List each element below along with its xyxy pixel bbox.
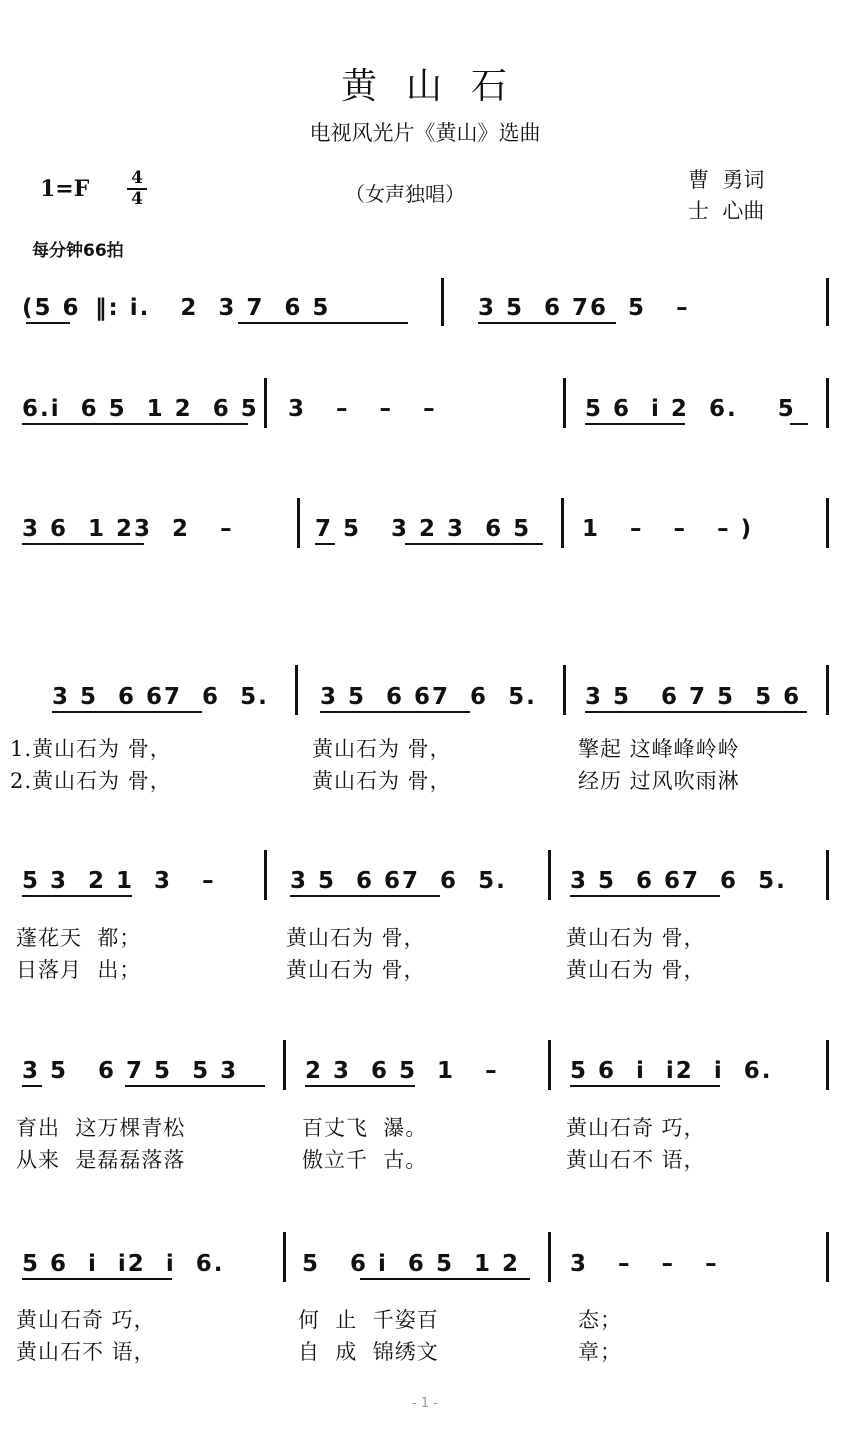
underline	[22, 423, 248, 425]
barline	[283, 1040, 286, 1090]
system3-measure1: 3 6 1 23 2 –	[22, 516, 234, 542]
lyric-v1: 黄山石为 骨，	[312, 737, 452, 761]
lyric-v1: 黄山石为 骨，	[286, 926, 426, 950]
underline	[238, 322, 408, 324]
lyric-v2: 黄山石不 语，	[566, 1148, 706, 1172]
underline	[22, 1085, 42, 1087]
system5-measure1: 5 3 2 1 3 –	[22, 868, 216, 894]
system1-measure2: ‖: i. 2 3 7 6 5	[95, 295, 331, 321]
barline	[826, 850, 829, 900]
underline	[125, 1085, 265, 1087]
system6-measure3: 5 6 i i2 i 6.	[570, 1058, 773, 1084]
system4-measure1: 3 5 6 67 6 5.	[52, 684, 269, 710]
lyric-v1: 百丈飞 瀑。	[302, 1116, 428, 1140]
underline	[360, 1278, 530, 1280]
barline	[283, 1232, 286, 1282]
composer-credit: 士 心曲	[688, 199, 765, 223]
barline	[264, 378, 267, 428]
barline	[826, 665, 829, 715]
underline	[22, 1278, 172, 1280]
barline	[826, 1040, 829, 1090]
underline	[570, 1085, 720, 1087]
lyric-v1: 态；	[578, 1308, 622, 1332]
underline	[305, 1085, 415, 1087]
lyric-v2: 黄山石为 骨，	[566, 958, 706, 982]
underline	[22, 543, 144, 545]
lyric-v2: 黄山石为 骨，	[312, 769, 452, 793]
barline	[441, 278, 444, 326]
system4-measure2: 3 5 6 67 6 5.	[320, 684, 537, 710]
lyric-v2: 黄山石为 骨，	[286, 958, 426, 982]
lyric-v2: 章；	[578, 1340, 622, 1364]
system7-measure2: 5 6 i 6 5 1 2	[302, 1251, 520, 1277]
underline	[790, 423, 808, 425]
lyric-v2: 日落月 出；	[16, 958, 142, 982]
system4-measure3: 3 5 6 7 5 5 6	[585, 684, 802, 710]
lyric-v1: 1.黄山石为 骨，	[10, 737, 172, 761]
performer-note: （女声独唱）	[345, 182, 465, 206]
lyric-v2: 黄山石不 语，	[16, 1340, 156, 1364]
barline	[548, 1040, 551, 1090]
lyric-v1: 擎起 这峰峰岭岭	[578, 737, 740, 761]
underline	[405, 543, 543, 545]
underline	[320, 711, 470, 713]
system3-measure3: 1 – – – )	[582, 516, 754, 542]
underline	[22, 895, 132, 897]
barline	[826, 378, 829, 428]
system2-measure3: 5 6 i 2 6. 5	[585, 396, 796, 422]
system7-measure1: 5 6 i i2 i 6.	[22, 1251, 225, 1277]
lyricist-credit: 曹 勇词	[688, 168, 765, 192]
key-signature: 1=F	[40, 176, 90, 202]
barline	[563, 665, 566, 715]
system5-measure3: 3 5 6 67 6 5.	[570, 868, 787, 894]
barline	[826, 498, 829, 548]
underline	[52, 711, 202, 713]
barline	[826, 278, 829, 326]
system2-measure1: 6.i 6 5 1 2 6 5	[22, 396, 259, 422]
tempo-marking: 每分钟66拍	[32, 241, 124, 261]
underline	[315, 543, 335, 545]
system6-measure2: 2 3 6 5 1 –	[305, 1058, 499, 1084]
barline	[264, 850, 267, 900]
barline	[548, 1232, 551, 1282]
barline	[548, 850, 551, 900]
time-signature	[127, 170, 147, 208]
lyric-v1: 蓬花天 都；	[16, 926, 142, 950]
lyric-v1: 黄山石奇 巧，	[16, 1308, 156, 1332]
lyric-v1: 黄山石奇 巧，	[566, 1116, 706, 1140]
lyric-v2: 傲立千 古。	[302, 1148, 428, 1172]
barline	[297, 498, 300, 548]
system6-measure1: 3 5 6 7 5 5 3	[22, 1058, 239, 1084]
barline	[563, 378, 566, 428]
underline	[478, 322, 616, 324]
barline	[561, 498, 564, 548]
lyric-v2: 经历 过风吹雨淋	[578, 769, 740, 793]
system3-measure2: 7 5 3 2 3 6 5	[315, 516, 532, 542]
barline	[826, 1232, 829, 1282]
system5-measure2: 3 5 6 67 6 5.	[290, 868, 507, 894]
system2-measure2: 3 – – –	[288, 396, 437, 422]
system1-measure1: (5 6	[22, 295, 81, 321]
underline	[290, 895, 440, 897]
underline	[570, 895, 720, 897]
barline	[295, 665, 298, 715]
underline	[585, 711, 807, 713]
underline	[26, 322, 70, 324]
page-number: - 1 -	[412, 1396, 438, 1411]
song-subtitle: 电视风光片《黄山》选曲	[309, 121, 541, 145]
lyric-v2: 从来 是磊磊落落	[16, 1148, 186, 1172]
underline	[585, 423, 685, 425]
time-signature-bottom: 4	[131, 189, 143, 209]
lyric-v1: 何 止 千姿百	[298, 1308, 439, 1332]
song-title: 黄 山 石	[341, 66, 509, 107]
system7-measure3: 3 – – –	[570, 1251, 719, 1277]
lyric-v2: 自 成 锦绣文	[298, 1340, 439, 1364]
lyric-v1: 黄山石为 骨，	[566, 926, 706, 950]
system1-measure3: 3 5 6 76 5 –	[478, 295, 690, 321]
time-signature-top: 4	[131, 168, 143, 188]
lyric-v2: 2.黄山石为 骨，	[10, 769, 172, 793]
lyric-v1: 育出 这万棵青松	[16, 1116, 186, 1140]
